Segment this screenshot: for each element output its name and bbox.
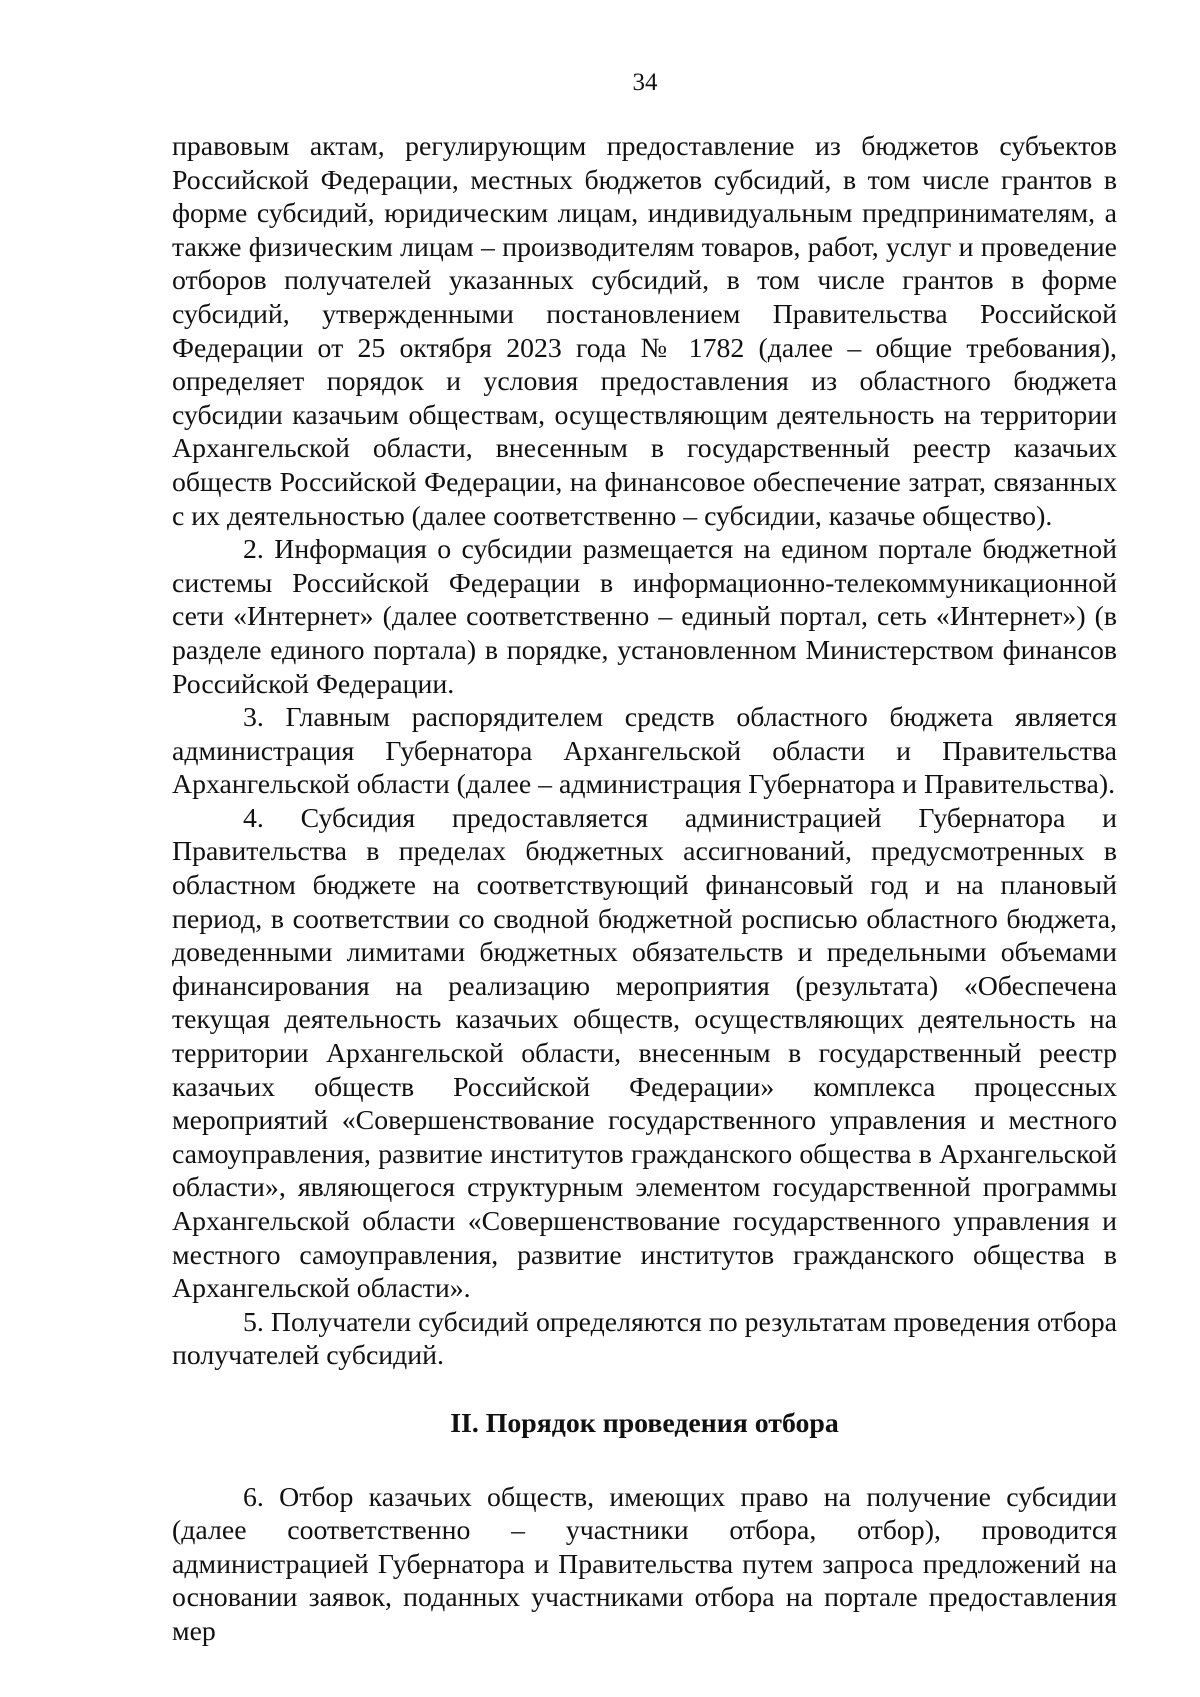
paragraph-6: 6. Отбор казачьих обществ, имеющих право на получение субсидии (далее соответственно – участники отбора, отбор), проводится администрацией Губернатора и Правительства путем запроса предложений на основании заявок, поданных участниками отбора на портале предоставления мер (172, 1481, 1117, 1647)
document-body (172, 130, 1117, 1649)
paragraph-4: 4. Субсидия предоставляется администрацией Губернатора и Правительства в пределах бюджетных ассигнований, предусмотренных в областном бюджете на соответствующий финансовый год и на плановый период, в соответствии со сводной бюджетной росписью областного бюджета, доведенными лимитами бюджетных обязательств и предельными объемами финансирования на реализацию мероприятия (результата) «Обеспечена текущая деятельность казачьих обществ, осуществляющих деятельность на территории Архангельской области, внесенным в государственный реестр казачьих обществ Российской Федерации» комплекса процессных мероприятий «Совершенствование государственного управления и местного самоуправления, развитие институтов гражданского общества в Архангельской области», являющегося структурным элементом государственной программы Архангельской области «Совершенствование государственного управления и местного самоуправления, развитие институтов гражданского общества в Архангельской области». (172, 802, 1117, 1305)
paragraph-3: 3. Главным распорядителем средств областного бюджета является администрация Губернатора Архангельской области и Правительства Архангельской области (далее – администрация Губернатора и Правительства). (172, 702, 1117, 801)
section-heading: II. Порядок проведения отбора (450, 1407, 839, 1439)
paragraph-2: 2. Информация о субсидии размещается на едином портале бюджетной системы Российской Федерации в информационно-телекоммуникационной сети «Интернет» (далее соответственно – единый портал, сеть «Интернет») (в разделе единого портала) в порядке, установленном Министерством финансов Российской Федерации. (172, 534, 1117, 700)
paragraph-5: 5. Получатели субсидий определяются по результатам проведения отбора получателей субсидий. (172, 1306, 1117, 1372)
page-number: 34 (632, 69, 658, 96)
paragraph-1-continuation: правовым актам, регулирующим предоставление из бюджетов субъектов Российской Федерации, местных бюджетов субсидий, в том числе грантов в форме субсидий, юридическим лицам, индивидуальным предпринимателям, а также физическим лицам – производителям товаров, работ, услуг и проведение отборов получателей указанных субсидий, в том числе грантов в форме субсидий, утвержденными постановлением Правительства Российской Федерации от 25 октября 2023 года № 1782 (далее – общие требования), определяет порядок и условия предоставления из областного бюджета субсидии казачьим обществам, осуществляющим деятельность на территории Архангельской области, внесенным в государственный реестр казачьих обществ Российской Федерации, на финансовое обеспечение затрат, связанных с их деятельностью (далее соответственно – субсидии, казачье общество). (172, 131, 1117, 532)
